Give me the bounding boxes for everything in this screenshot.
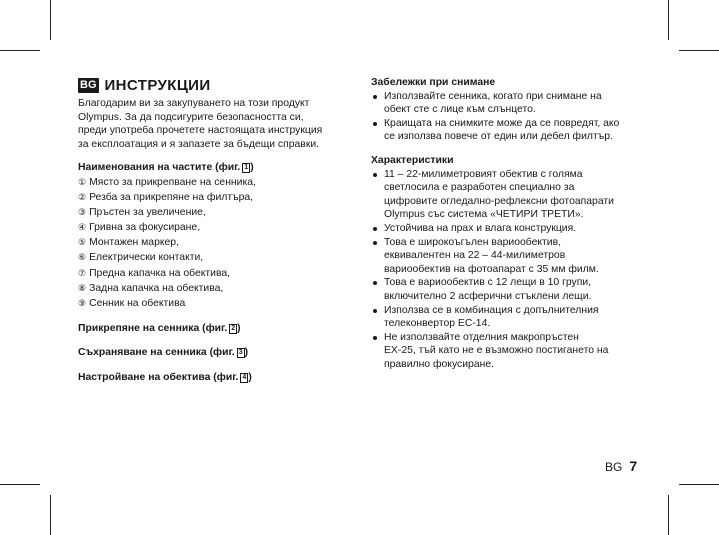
figure-ref: 1: [244, 164, 249, 172]
footer-page-number: 7: [629, 458, 638, 474]
list-item: ⑦ Предна капачка на обектива,: [78, 267, 231, 279]
attach-heading: Прикрепяне на сенника (фиг. 2 ): [78, 322, 241, 334]
adjust-heading: Настройване на обектива (фиг. 4 ): [78, 372, 252, 383]
figure-ref: 4: [242, 374, 247, 381]
specs-heading: Характеристики: [371, 154, 454, 166]
list-item: Краищата на снимките може да се повредят, ако се използва повече от един или дебел филтър.: [371, 117, 661, 144]
intro-line: преди употреба прочетете настоящата инструкция: [78, 125, 323, 137]
shooting-notes-list: [371, 90, 661, 144]
crop-mark: [668, 495, 669, 535]
figure-ref: 3: [238, 349, 243, 357]
list-item: Това е широкоъгълен вариообектив, еквивалентен на 22 – 44-милиметров вариообектив на фотоапарат с 35 мм филм.: [371, 236, 661, 277]
parts-list: [78, 175, 353, 311]
language-badge: BG: [80, 78, 97, 91]
crop-mark: [0, 50, 40, 51]
list-item: ③ Пръстен за увеличение,: [78, 207, 206, 219]
storage-heading: Съхраняване на сенника (фиг. 3 ): [78, 347, 249, 359]
crop-mark: [0, 484, 40, 485]
list-item: ② Резба за прикрепяне на филтъра,: [78, 192, 254, 204]
footer-language: BG: [605, 460, 623, 474]
intro-line: Благодарим ви за закупуването на този продукт: [78, 98, 310, 109]
intro-line: Olympus. За да подсигурите безопасността си,: [78, 111, 304, 123]
intro-line: за експлоатация и я запазете за бъдещи справки.: [78, 138, 320, 150]
list-item: Използва се в комбинация с допълнителния телеконвертор EC-14.: [371, 304, 661, 331]
list-item: Устойчива на прах и влага конструкция.: [371, 222, 661, 236]
parts-heading: Наименования на частите (фиг. 1 ): [78, 162, 254, 174]
crop-mark: [679, 50, 719, 51]
list-item: ⑤ Монтажен маркер,: [78, 237, 179, 249]
intro-paragraph: [78, 97, 353, 151]
crop-mark: [668, 0, 669, 40]
title-row: [78, 76, 353, 94]
list-item: ④ Гривна за фокусиране,: [78, 222, 201, 234]
list-item: 11 – 22-милиметровият обектив с голяма светлосила е разработен специално за цифровите огледално-рефлексни фотоапарати Olympus със система «ЧЕТИРИ ТРЕТИ».: [371, 168, 661, 222]
right-column: [371, 76, 661, 371]
crop-mark: [50, 0, 51, 40]
shooting-notes-heading: Забележки при снимане: [371, 77, 496, 88]
figure-ref: 2: [231, 324, 236, 332]
specs-list: [371, 168, 661, 372]
list-item: ⑧ Задна капачка на обектива,: [78, 282, 224, 294]
list-item: ⑨ Сенник на обектива: [78, 297, 186, 309]
list-item: Използвайте сенника, когато при снимане на обект сте с лице към слънцето.: [371, 90, 661, 117]
crop-mark: [50, 495, 51, 535]
left-column: [78, 76, 353, 385]
crop-mark: [679, 484, 719, 485]
list-item: Не използвайте отделния макропръстен EX-25, тъй като не е възможно постигането на правилно фокусиране.: [371, 331, 661, 372]
list-item: Това е вариообектив с 12 лещи в 10 групи, включително 2 асферични стъклени лещи.: [371, 276, 661, 303]
list-item: ① Място за прикрепване на сенника,: [78, 176, 256, 188]
page-number: [605, 458, 637, 474]
list-item: ⑥ Електрически контакти,: [78, 252, 204, 264]
page-title: ИНСТРУКЦИИ: [104, 76, 211, 94]
